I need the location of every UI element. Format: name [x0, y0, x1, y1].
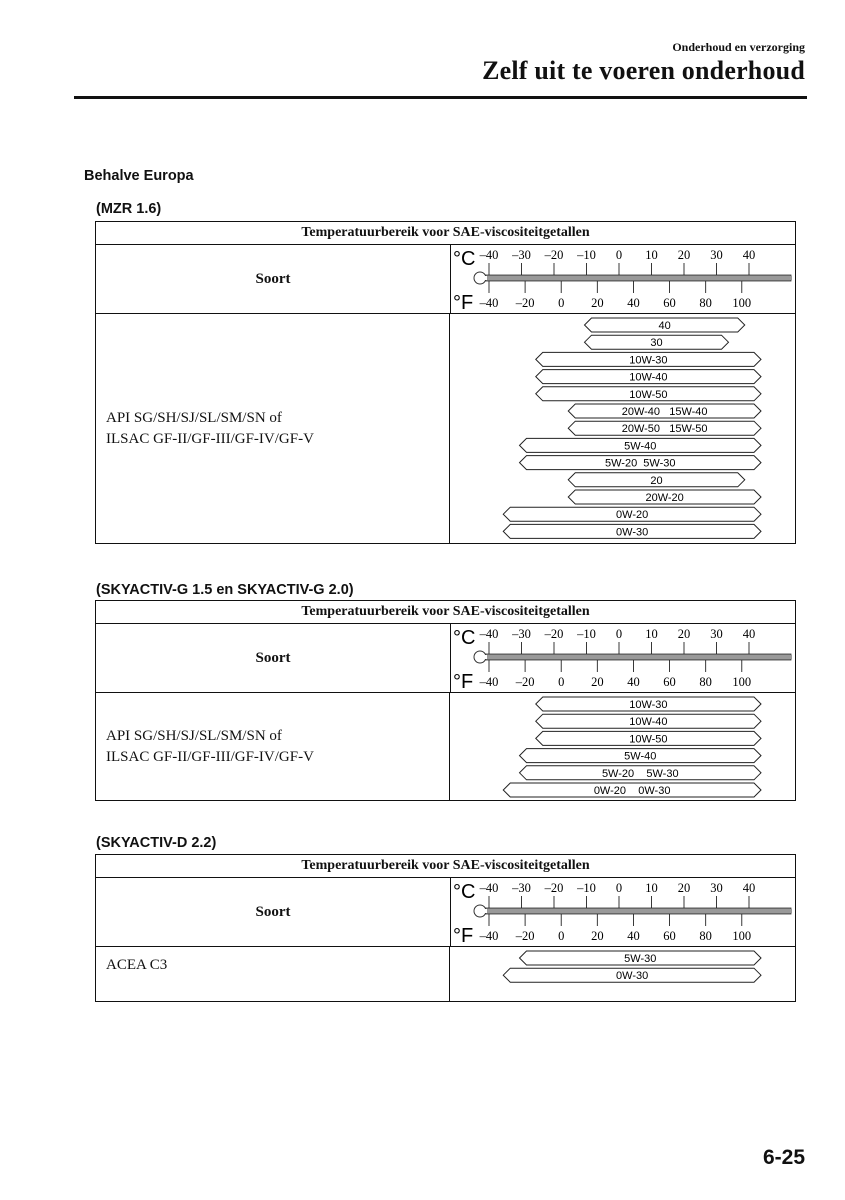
- viscosity-table-mzr: [95, 221, 796, 544]
- fahrenheit-tick-label: 0: [558, 675, 565, 689]
- celsius-tick-label: –20: [544, 248, 564, 262]
- fahrenheit-tick-label: 20: [591, 296, 604, 310]
- table-subheader: [96, 878, 795, 947]
- soort-label: Soort: [96, 878, 451, 946]
- fahrenheit-tick-label: –40: [479, 675, 499, 689]
- table-body: [96, 947, 795, 1001]
- viscosity-table-skyactiv-d: [95, 854, 796, 1002]
- celsius-tick-label: 20: [677, 881, 691, 895]
- oil-spec: [96, 947, 450, 1001]
- grade-label: 0W-20 0W-30: [593, 785, 671, 797]
- table-subheader: [96, 624, 795, 693]
- celsius-tick-label: 20: [677, 248, 691, 262]
- fahrenheit-tick-label: 40: [627, 296, 640, 310]
- celsius-tick-label: –30: [512, 627, 531, 641]
- fahrenheit-tick-label: 60: [663, 929, 676, 943]
- celsius-tick-label: 40: [742, 627, 756, 641]
- celsius-tick-label: –20: [544, 881, 564, 895]
- fahrenheit-tick-label: 100: [732, 929, 752, 943]
- viscosity-table-skyactiv-g: [95, 600, 796, 801]
- celsius-tick-label: 30: [710, 248, 723, 262]
- thermometer-fill: [487, 655, 792, 659]
- fahrenheit-tick-label: 80: [699, 296, 712, 310]
- celsius-tick-label: –10: [577, 248, 596, 262]
- grade-label: 10W-50: [629, 733, 668, 746]
- celsius-tick-label: –30: [512, 881, 531, 895]
- grade-label: 5W-20 5W-30: [601, 767, 679, 780]
- oil-spec-line: API SG/SH/SJ/SL/SM/SN of: [106, 727, 282, 744]
- grade-label: 5W-30: [624, 953, 657, 965]
- celsius-tick-label: 10: [645, 627, 658, 641]
- table-subheader: [96, 245, 795, 314]
- viscosity-grade-chart: [451, 947, 795, 1001]
- viscosity-grade-chart: [451, 693, 795, 800]
- celsius-tick-label: 10: [645, 881, 658, 895]
- header-rule: [74, 96, 807, 99]
- page-number: 6-25: [762, 1146, 805, 1169]
- fahrenheit-unit: °F: [453, 925, 474, 946]
- celsius-tick-label: –40: [479, 627, 499, 641]
- oil-spec-line: ACEA C3: [106, 957, 168, 973]
- table-heading: Temperatuurbereik voor SAE-viscositeitgetallen: [96, 601, 795, 624]
- fahrenheit-tick-label: –20: [515, 929, 535, 943]
- grade-label: 20W-20: [645, 492, 684, 504]
- grade-label: 10W-40: [629, 716, 668, 729]
- fahrenheit-tick-label: 60: [663, 296, 676, 310]
- fahrenheit-tick-label: 80: [699, 675, 712, 689]
- celsius-unit: °C: [453, 248, 476, 270]
- celsius-tick-label: 0: [615, 881, 623, 895]
- grade-label: 5W-40: [624, 750, 657, 763]
- celsius-tick-label: 30: [710, 881, 723, 895]
- fahrenheit-tick-label: 0: [558, 929, 565, 943]
- celsius-tick-label: –30: [512, 248, 531, 262]
- fahrenheit-tick-label: 20: [591, 675, 604, 689]
- temperature-scale: [451, 245, 795, 313]
- fahrenheit-tick-label: –20: [515, 675, 535, 689]
- fahrenheit-tick-label: –40: [479, 296, 499, 310]
- celsius-unit: °C: [453, 881, 476, 903]
- fahrenheit-tick-label: 40: [627, 929, 640, 943]
- celsius-unit: °C: [453, 627, 476, 649]
- soort-label: Soort: [96, 624, 451, 692]
- fahrenheit-tick-label: –20: [515, 296, 535, 310]
- grade-label: 10W-50: [629, 388, 668, 401]
- grade-label: 0W-30: [616, 970, 649, 983]
- soort-label: Soort: [96, 245, 451, 313]
- oil-spec: [96, 314, 450, 543]
- fahrenheit-tick-label: 40: [627, 675, 640, 689]
- grade-label: 5W-20 5W-30: [604, 457, 676, 470]
- temperature-scale: [451, 878, 795, 946]
- table-body: [96, 314, 795, 543]
- celsius-tick-label: 40: [742, 248, 756, 262]
- celsius-tick-label: 40: [742, 881, 756, 895]
- grade-label: 0W-20: [616, 509, 649, 522]
- fahrenheit-tick-label: 80: [699, 929, 712, 943]
- section-title-mzr: (MZR 1.6): [96, 201, 162, 217]
- grade-label: 20W-50 15W-50: [621, 423, 708, 436]
- grade-label: 10W-40: [629, 371, 668, 384]
- viscosity-grade-chart: [451, 314, 795, 543]
- celsius-tick-label: –40: [479, 248, 499, 262]
- oil-spec-line: API SG/SH/SJ/SL/SM/SN of: [106, 409, 282, 426]
- fahrenheit-tick-label: 20: [591, 929, 604, 943]
- celsius-tick-label: 30: [710, 627, 723, 641]
- grade-label: 10W-30: [629, 699, 668, 711]
- celsius-tick-label: –10: [577, 627, 596, 641]
- oil-spec-line: ILSAC GF-II/GF-III/GF-IV/GF-V: [106, 748, 314, 765]
- table-heading: Temperatuurbereik voor SAE-viscositeitgetallen: [96, 222, 795, 245]
- table-heading: Temperatuurbereik voor SAE-viscositeitgetallen: [96, 855, 795, 878]
- celsius-tick-label: 0: [615, 627, 623, 641]
- celsius-tick-label: –20: [544, 627, 564, 641]
- fahrenheit-tick-label: 60: [663, 675, 676, 689]
- fahrenheit-tick-label: –40: [479, 929, 499, 943]
- celsius-tick-label: 10: [645, 248, 658, 262]
- fahrenheit-tick-label: 100: [732, 296, 752, 310]
- celsius-tick-label: –10: [577, 881, 596, 895]
- celsius-tick-label: 20: [677, 627, 691, 641]
- running-header-section: Onderhoud en verzorging: [672, 40, 805, 54]
- grade-label: 20W-40 15W-40: [621, 406, 708, 418]
- grade-label: 40: [658, 320, 671, 332]
- fahrenheit-tick-label: 0: [558, 296, 565, 310]
- page-title: Zelf uit te voeren onderhoud: [482, 56, 805, 85]
- celsius-tick-label: –40: [479, 881, 499, 895]
- table-body: [96, 693, 795, 800]
- grade-label: 30: [650, 337, 663, 350]
- thermometer-fill: [487, 276, 792, 280]
- section-title-skyactiv-d: (SKYACTIV-D 2.2): [96, 835, 217, 851]
- grade-label: 10W-30: [629, 354, 668, 367]
- fahrenheit-unit: °F: [453, 671, 474, 692]
- oil-spec: [96, 693, 450, 800]
- fahrenheit-tick-label: 100: [732, 675, 752, 689]
- grade-label: 0W-30: [616, 526, 649, 539]
- temperature-scale: [451, 624, 795, 692]
- thermometer-fill: [487, 909, 792, 913]
- section-title-skyactiv-g: (SKYACTIV-G 1.5 en SKYACTIV-G 2.0): [96, 582, 354, 598]
- region-label: Behalve Europa: [84, 168, 194, 184]
- fahrenheit-unit: °F: [453, 292, 474, 313]
- grade-label: 5W-40: [624, 440, 657, 453]
- celsius-tick-label: 0: [615, 248, 623, 262]
- oil-spec-line: ILSAC GF-II/GF-III/GF-IV/GF-V: [106, 430, 314, 447]
- grade-label: 20: [650, 474, 663, 487]
